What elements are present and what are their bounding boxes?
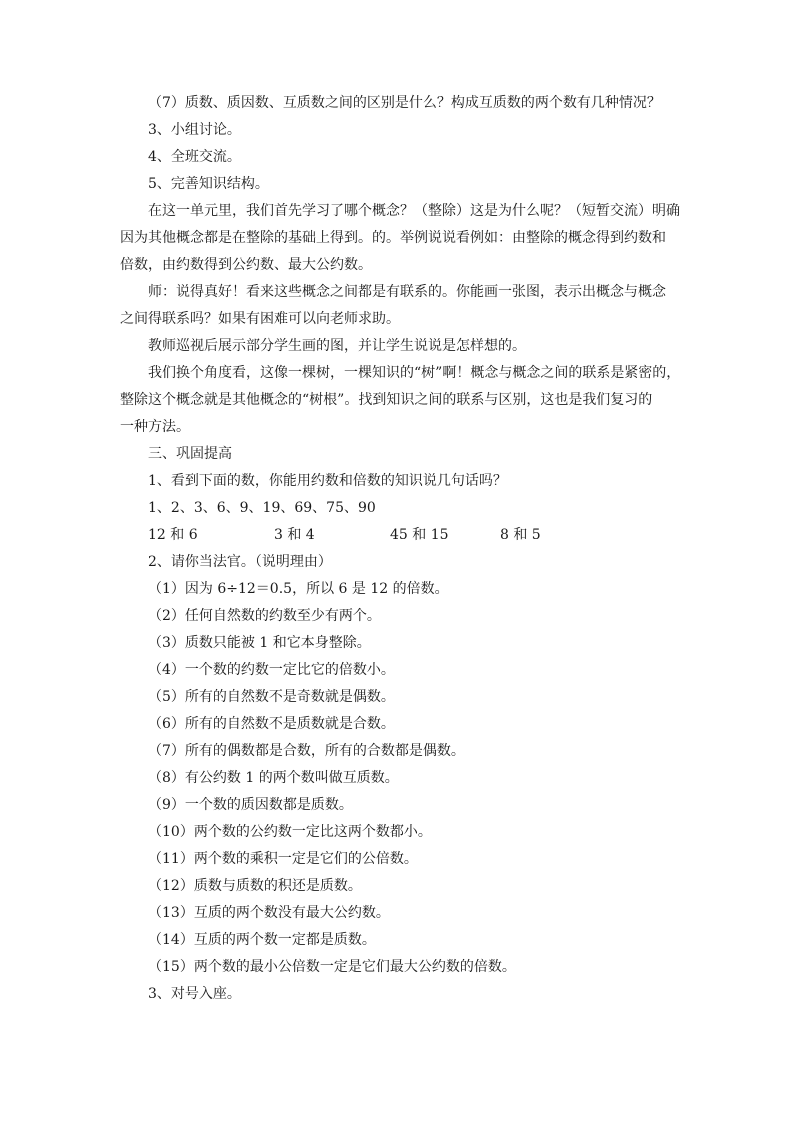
para1-line2: 因为其他概念都是在整除的基础上得到。的。举例说说看例如：由整除的概念得到约数和 [120,230,666,246]
number-pair: 8 和 5 [500,527,541,543]
judge-item: （6）所有的自然数不是质数就是合数。 [148,716,395,732]
step-class-exchange: 4、全班交流。 [148,149,241,165]
judge-item: （7）所有的偶数都是合数，所有的合数都是偶数。 [148,743,465,759]
judge-item: （5）所有的自然数不是奇数就是偶数。 [148,689,395,705]
para1-line3: 倍数，由约数得到公约数、最大公约数。 [120,257,372,273]
para2-line2: 之间得联系吗？如果有困难可以向老师求助。 [120,311,400,327]
para4-line3: 一种方法。 [120,419,190,435]
number-pair: 3 和 4 [274,527,315,543]
number-list: 1、2、3、6、9、19、69、75、90 [148,500,376,516]
judge-item: （8）有公约数 1 的两个数叫做互质数。 [148,770,399,786]
section-heading: 三、巩固提高 [148,446,232,462]
para4-line2: 整除这个概念就是其他概念的“树根”。找到知识之间的联系与区别，这也是我们复习的 [120,392,653,408]
question-7-line: （7）质数、质因数、互质数之间的区别是什么？构成互质数的两个数有几种情况？ [148,95,661,111]
judge-item: （14）互质的两个数一定都是质数。 [148,932,376,948]
judge-item: （15）两个数的最小公倍数一定是它们最大公约数的倍数。 [148,959,516,975]
number-pair: 45 和 15 [390,527,449,543]
para1-line1: 在这一单元里，我们首先学习了哪个概念？（整除）这是为什么呢？（短暂交流）明确 [148,203,680,219]
number-pairs-row [120,522,680,549]
question-3: 3、对号入座。 [148,986,241,1002]
judge-item: （10）两个数的公约数一定比这两个数都小。 [148,824,432,840]
judge-item: （4）一个数的约数一定比它的倍数小。 [148,662,395,678]
judge-item: （13）互质的两个数没有最大公约数。 [148,905,390,921]
step-knowledge-structure: 5、完善知识结构。 [148,176,269,192]
question-2: 2、请你当法官。（说明理由） [148,554,332,570]
judge-item: （12）质数与质数的积还是质数。 [148,878,362,894]
document-page [120,90,680,1008]
para4-line1: 我们换个角度看，这像一棵树，一棵知识的“树”啊！概念与概念之间的联系是紧密的， [148,365,681,381]
judge-item: （9）一个数的质因数都是质数。 [148,797,353,813]
judge-item: （2）任何自然数的约数至少有两个。 [148,608,381,624]
para2-line1: 师：说得真好！看来这些概念之间都是有联系的。你能画一张图，表示出概念与概念 [148,284,666,300]
judge-item: （11）两个数的乘积一定是它们的公倍数。 [148,851,418,867]
number-pair: 12 和 6 [148,527,198,543]
para3-line: 教师巡视后展示部分学生画的图，并让学生说说是怎样想的。 [148,338,526,354]
step-group-discussion: 3、小组讨论。 [148,122,241,138]
question-1: 1、看到下面的数，你能用约数和倍数的知识说几句话吗？ [148,473,507,489]
judge-item: （3）质数只能被 1 和它本身整除。 [148,635,371,651]
judge-item: （1）因为 6÷12＝0.5，所以 6 是 12 的倍数。 [148,581,449,597]
